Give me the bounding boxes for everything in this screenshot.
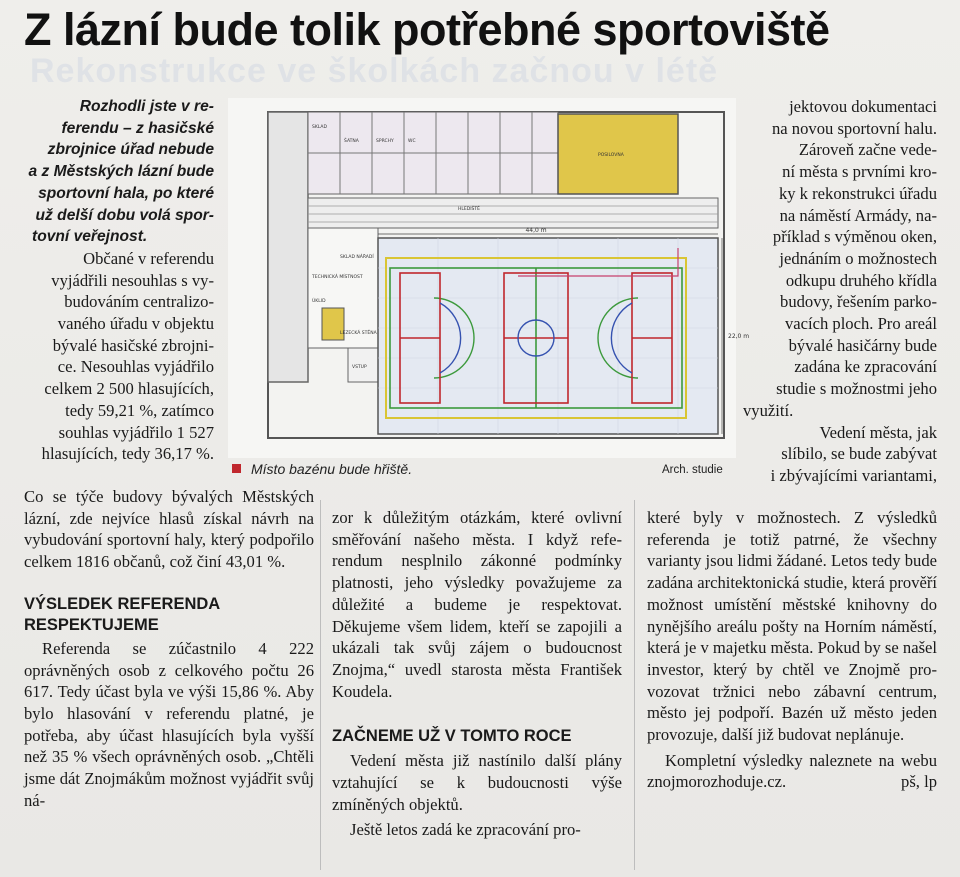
body-line: souhlas vyjádřilo 1 527 <box>58 422 214 442</box>
caption-text: Místo bazénu bude hřiště. <box>251 461 413 477</box>
body-line: studie s možnostmi jeho <box>776 379 937 399</box>
body-paragraph-reconstruction <box>743 139 937 421</box>
room-label: POSILOVNA <box>598 153 624 158</box>
body-line: hlasujících, tedy 36,17 %. <box>41 444 214 464</box>
body-paragraph-design: Ještě letos zadá ke zpracování pro- <box>350 820 581 840</box>
lead-line-4: a z Městských lázní bude <box>28 163 214 181</box>
lead-line-2: ferendu – z hasičské <box>61 119 214 137</box>
body-line: zadána ke zpracování <box>794 357 937 377</box>
body-paragraph-plans: Vedení města již nastínilo další plány vztahující se k budoucnosti výše zmíněných objektů. <box>332 751 622 814</box>
body-line: na náměstí Armády, na- <box>779 205 937 225</box>
body-line: vyjádřili nesouhlas s vy- <box>51 270 214 290</box>
subheading-this-year: ZAČNEME UŽ V TOMTO ROCE <box>332 727 572 746</box>
article-headline: Z lázní bude tolik potřebné sportoviště <box>24 4 830 55</box>
column-divider <box>634 500 635 870</box>
column-divider <box>320 500 321 870</box>
subheading-results: VÝSLEDEK REFERENDA RESPEKTUJEME <box>24 594 220 634</box>
body-line: příklad s výměnou oken, <box>772 227 937 247</box>
body-line: využití. <box>743 400 794 420</box>
body-line: Zároveň začne vede- <box>798 140 937 160</box>
body-line: ce. Nesouhlas vyjádřilo <box>57 357 214 377</box>
room-label: VSTUP <box>352 365 367 370</box>
body-line: vacích ploch. Pro areál <box>784 314 937 334</box>
body-line: bývalé hasičské zbrojni- <box>52 335 214 355</box>
column-3-bottom <box>647 507 937 793</box>
body-line: tedy 59,21 %, zatímco <box>65 400 214 420</box>
body-line: Vedení města, jak <box>819 422 937 442</box>
column-2 <box>332 507 622 841</box>
floor-plan-drawing <box>228 98 750 458</box>
room-label: SKLAD NÁŘADÍ <box>340 255 374 260</box>
body-line: vaného úřadu v objektu <box>57 314 214 334</box>
body-paragraph-variants <box>743 422 937 487</box>
body-paragraph-2: Co se týče budovy bývalých Městských lázní, zde nejvíce hlasů získal návrh na vybudování sportovní haly, který podpořilo celkem 1816 občanů, což činí 43,01 %. <box>24 487 314 572</box>
body-line: jektovou dokumentaci <box>789 97 937 116</box>
figure-credit: Arch. studie <box>662 464 723 476</box>
column-3-top <box>743 96 937 487</box>
body-paragraph-study: které byly v možnostech. Z výsledků referenda je totiž patrné, že všechny varianty jsou lidmi žádané. Letos tedy bude zadána architektonická studie, která prověří možnost umístění městské knihovny do nynějšího areálu pošty na Horním náměstí, která je v majetku města. Pokud by se našel investor, který by chtěl ve Znojmě provozovat tržnici nebo zábavní centrum, město jej podpoří. Bazén už město jeden provozuje, další již budovat neplánuje. <box>647 508 937 745</box>
body-line: budováním centralizo- <box>64 292 214 312</box>
body-line: bývalé hasičárny bude <box>788 335 937 355</box>
body-paragraph-quote: zor k důležitým otázkám, které ovlivní směřování našeho města. I když referendum nesplnilo zákonné podmínky platnosti, jeho výsledky považujeme za důležité a budeme je respektovat. Děkujeme všem lidem, kteří se zapojili a ukázali tak svůj zájem o budoucnost Znojma,“ uvedl starosta města František Koudela. <box>332 508 622 701</box>
height-dimension-label: 22,0 m <box>728 333 750 340</box>
width-dimension-label: 44,0 m <box>525 227 547 234</box>
figure-caption <box>232 461 412 477</box>
body-paragraph-results <box>647 750 937 793</box>
lead-line-1: Rozhodli jste v re- <box>79 98 214 115</box>
results-text: Kompletní výsledky naleznete na webu znojmorozhoduje.cz. <box>647 750 937 792</box>
left-wing <box>268 112 308 382</box>
author-signature: pš, lp <box>901 772 937 792</box>
body-line: ní města s prvními kro- <box>782 162 937 182</box>
body-paragraph-3: Referenda se zúčastnilo 4 222 oprávněných osob z celkového počtu 26 617. Tedy účast byla ve výši 15,86 %. Aby bylo hlasování v referendu platné, je potřeba, aby účast hlasujících byla vyšší než 35 % všech oprávněných osob. „Chtěli jsme dát Znojmákům možnost vyjádřit svůj ná- <box>24 638 314 810</box>
lead-line-7: tovní veřejnost. <box>32 228 148 246</box>
lead-line-3: zbrojnice úřad nebude <box>47 141 214 159</box>
body-line: odkupu druhého křídla <box>785 270 937 290</box>
room-label: HLEDIŠTĚ <box>458 207 480 212</box>
room-label: SKLAD <box>312 125 327 130</box>
column-1-bottom <box>24 486 314 811</box>
body-line: celkem 2 500 hlasujících, <box>44 379 214 399</box>
body-line: ky k rekonstrukci úřadu <box>778 183 937 203</box>
room-label: ŠATNA <box>344 139 359 144</box>
spectator-stands <box>308 198 718 228</box>
room-label: ÚKLID <box>312 299 326 304</box>
caption-marker-icon <box>232 464 241 473</box>
body-line: i zbývajícími variantami, <box>770 465 937 485</box>
body-line: slíbilo, se bude zabývat <box>781 444 937 464</box>
background-headline-bleedthrough: Rekonstrukce ve školkách začnou v létě <box>30 52 719 90</box>
room-label: TECHNICKÁ MÍSTNOST <box>312 275 363 280</box>
room-label: LEZECKÁ STĚNA <box>340 331 377 336</box>
body-line: na novou sportovní halu. <box>772 118 937 138</box>
architecture-floor-plan <box>228 98 750 458</box>
body-line: jednáním o možnostech <box>779 248 937 268</box>
body-paragraph-1 <box>24 248 214 465</box>
body-line: Občané v referendu <box>83 248 214 268</box>
body-line: budovy, řešením parko- <box>780 292 937 312</box>
column-1-top <box>24 96 214 465</box>
lead-line-6: už delší dobu volá spor- <box>35 206 214 224</box>
room-label: WC <box>408 139 416 144</box>
room-label: SPRCHY <box>376 139 394 144</box>
lead-line-5: sportovní hala, po které <box>38 184 214 202</box>
